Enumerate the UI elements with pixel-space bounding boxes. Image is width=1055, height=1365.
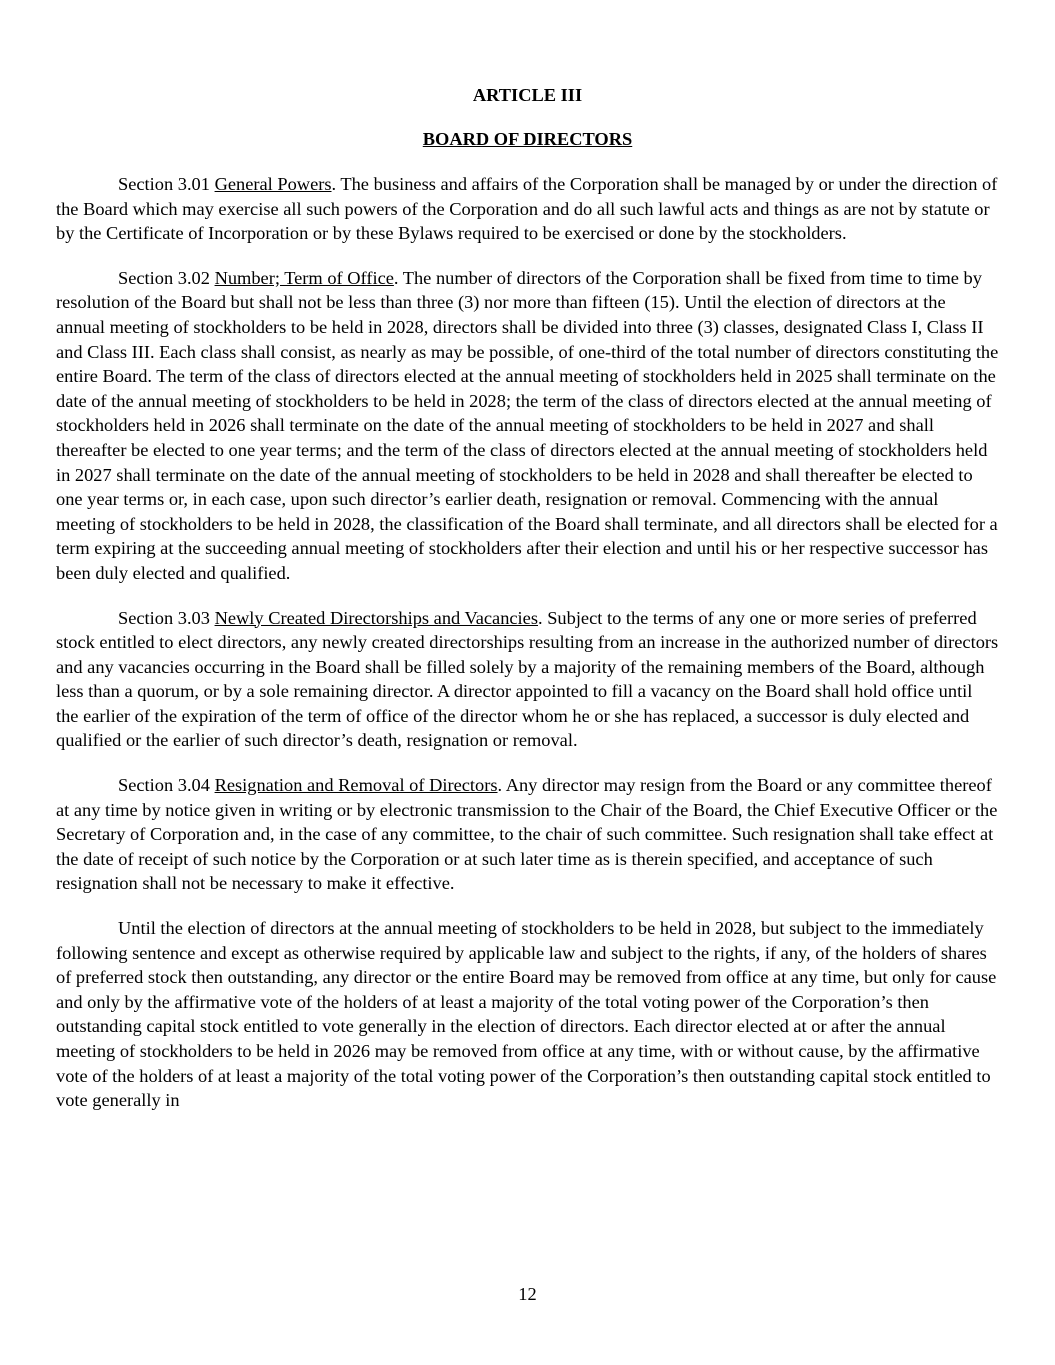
section-number: Section 3.01 — [118, 174, 210, 194]
article-number: ARTICLE III — [472, 85, 583, 105]
section-text: . The number of directors of the Corporation shall be fixed from time to time by resolution of the Board but shall not be less than three (3) nor more than fifteen (15). Until the election of directors at the annual meeting of stockholders to be held in 2028, directors shall be divided into three (3) classes, designated Class I, Class II and Class III. Each class shall consist, as nearly as may be possible, of one-third of the total number of directors constituting the entire Board. The term of the class of directors elected at the annual meeting of stockholders held in 2025 shall terminate on the date of the annual meeting of stockholders to be held in 2028; the term of the class of directors elected at the annual meeting of stockholders held in 2026 shall terminate on the date of the annual meeting of stockholders to be held in 2027 and shall thereafter be elected to one year terms; and the term of the class of directors elected at the annual meeting of stockholders held in 2027 shall terminate on the date of the annual meeting of stockholders to be held in 2028 and shall thereafter be elected to one year terms or, in each case, upon such director’s earlier death, resignation or removal. Commencing with the annual meeting of stockholders to be held in 2028, the classification of the Board shall terminate, and all directors shall be elected for a term expiring at the succeeding annual meeting of stockholders after their election and until his or her respective successor has been duly elected and qualified. — [56, 267, 999, 583]
section-heading: Newly Created Directorships and Vacancies — [214, 607, 538, 628]
section-3-04 — [56, 773, 999, 896]
section-heading: General Powers — [214, 174, 332, 194]
section-3-03 — [56, 606, 999, 754]
article-title: BOARD OF DIRECTORS — [422, 129, 633, 149]
section-number: Section 3.04 — [118, 775, 210, 796]
section-text: . Any director may resign from the Board or any committee thereof at any time by notice given in writing or by electronic transmission to the Chair of the Board, the Chief Executive Officer or the Secretary of Corporation and, in the case of any committee, to the chair of such committee. Such resignation shall take effect at the date of receipt of such notice by the Corporation or at such later time as is therein specified, and acceptance of such resignation shall not be necessary to make it effective. — [56, 775, 998, 894]
document-page — [56, 82, 999, 1133]
section-3-02 — [56, 266, 999, 586]
section-text: . The business and affairs of the Corporation shall be managed by or under the direction of the Board which may exercise all such powers of the Corporation and do all such lawful acts and things as are not by statute or by the Certificate of Incorporation or by these Bylaws required to be exercised or done by the stockholders. — [56, 174, 998, 244]
removal-paragraph: Until the election of directors at the annual meeting of stockholders to be held in 2028, but subject to the immediately following sentence and except as otherwise required by applicable law and subject to the rights, if any, of the holders of shares of preferred stock then outstanding, any director or the entire Board may be removed from office at any time, but only for cause and only by the affirmative vote of the holders of at least a majority of the total voting power of the Corporation’s then outstanding capital stock entitled to vote generally in the election of directors. Each director elected at or after the annual meeting of stockholders to be held in 2026 may be removed from office at any time, with or without cause, by the affirmative vote of the holders of at least a majority of the total voting power of the Corporation’s then outstanding capital stock entitled to vote generally in — [56, 918, 997, 1111]
page-number: 12 — [518, 1284, 537, 1304]
section-text: . Subject to the terms of any one or more series of preferred stock entitled to elect directors, any newly created directorships resulting from an increase in the authorized number of directors and any vacancies occurring in the Board shall be filled solely by a majority of the remaining members of the Board, although less than a quorum, or by a sole remaining director. A director appointed to fill a vacancy on the Board shall hold office until the earlier of the expiration of the term of office of the director whom he or she has replaced, a successor is duly elected and qualified or the earlier of such director’s death, resignation or removal. — [56, 607, 999, 751]
section-3-01 — [56, 172, 999, 246]
section-number: Section 3.03 — [118, 607, 210, 628]
section-number: Section 3.02 — [118, 267, 210, 288]
section-heading: Number; Term of Office — [214, 267, 394, 288]
section-heading: Resignation and Removal of Directors — [214, 775, 498, 796]
